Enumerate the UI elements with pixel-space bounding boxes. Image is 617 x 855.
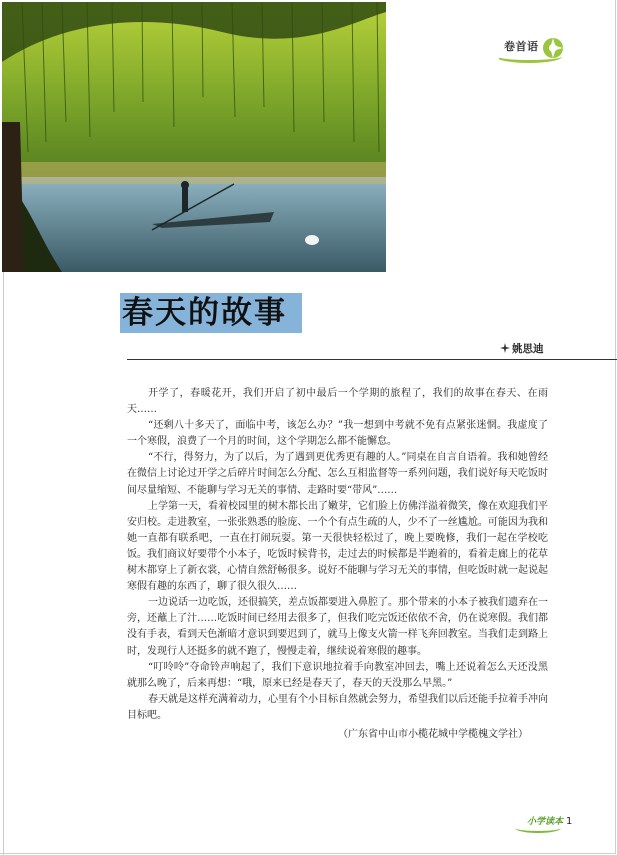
footer-brand: 小学读本 [527,817,564,827]
article-body [127,386,548,724]
paragraph: “还剩八十多天了，面临中考，该怎么办？”我一想到中考就不免有点紧张迷惘。我虚度了一个寒假，浪费了一个月的时间，这个学期怎么都不能懈怠。 [127,420,548,448]
paragraph: 上学第一天，看着校园里的树木都长出了嫩芽，它们脸上仿佛洋溢着微笑，像在欢迎我们平安归校。走进教室，一张张熟悉的脸庞、一个个有点生疏的人，少不了一丝尴尬。可能因为我和她一直都有联系吧，一直在打闹玩耍。第一天很快轻松过了，晚上要晚修，我们一起在学校吃饭。我们商议好要带个小本子，吃饭时候背书，走过去的时候都是半跑着的，看着走廊上的花草树木都穿上了新衣裳，心情自然舒畅很多。说好不能聊与学习无关的事情，但吃饭时就一起说起寒假有趣的东西了，聊了很久很久…… [127,500,548,593]
section-label: 卷首语 [504,40,539,53]
paragraph: “不行，得努力，为了以后，为了遇到更优秀更有趣的人。”同桌在自言自语着。我和她曾经在微信上讨论过开学之后碎片时间怎么分配、怎么互相监督等一系列问题，我们说好每天吃饭时间尽量缩短、不能聊与学习无关的事情、走路时要“带风”…… [127,452,548,496]
paragraph: “叮呤呤”夺命铃声响起了，我们下意识地拉着手向教室冲回去，嘴上还说着怎么天还没黑就那么晚了，后来再想：“哦，原来已经是春天了，春天的天没那么早黑。” [127,661,548,689]
author-affiliation: （广东省中山市小榄花城中学榄槐文学社） [338,729,528,740]
paragraph: 春天就是这样充满着动力，心里有个小目标自然就会努力，希望我们以后还能手拉着手冲向目标吧。 [127,693,548,721]
left-margin-rule [3,272,4,855]
cover-photo [2,2,386,272]
section-tag [496,34,572,64]
footer-logo [515,814,563,830]
article-title: 春天的故事 [122,295,287,331]
paragraph: 开学了，春暖花开，我们开启了初中最后一个学期的旅程了，我们的故事在春天、在雨天…… [127,388,548,416]
flower-badge-icon [542,37,564,59]
author-name: 姚思迪 [512,343,544,355]
paragraph: 一边说话一边吃饭，还很搞笑，差点饭都要进入鼻腔了。那个带来的小本子被我们遗弃在一旁，还蘸上了汁……吃饭时间已经用去很多了，但我们吃完饭还依依不舍，仍在说寒假。我们都没有手表，看到天色渐暗才意识到要迟到了，就马上像支火箭一样飞奔回教室。当我们走到路上时，发现行人还挺多的就不跑了，慢慢走着，继续说着寒假的趣事。 [127,597,548,657]
page-number: 1 [566,816,573,827]
author-divider [127,359,617,360]
author-marker-icon [500,343,510,353]
